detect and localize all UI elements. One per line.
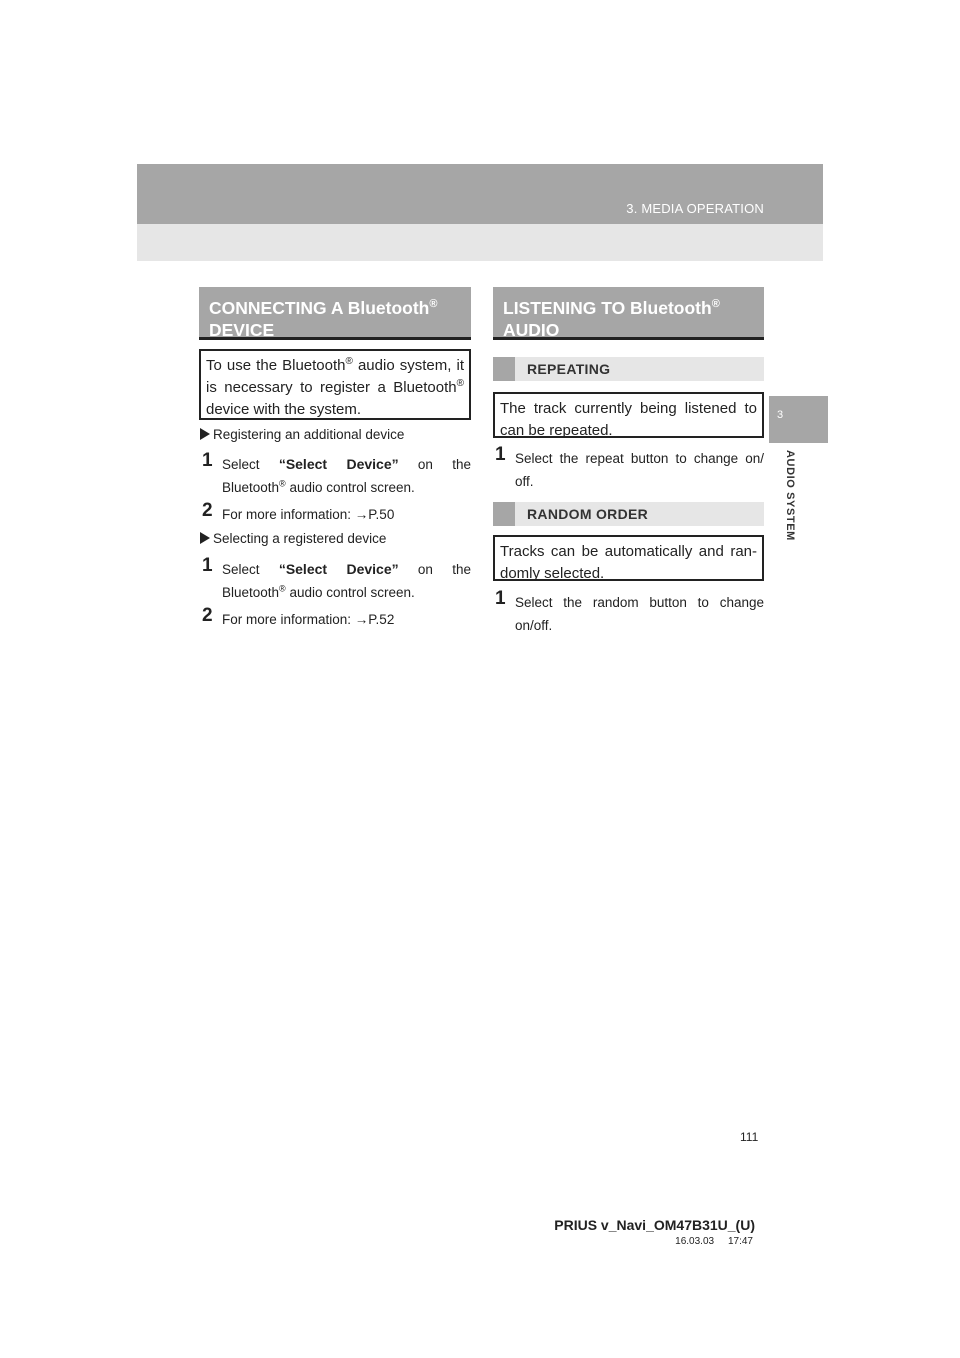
page-number: 111 — [740, 1130, 759, 1144]
section-title-line1: LISTENING TO Bluetooth — [503, 297, 712, 318]
step-2-select: 2 For more information: →P.52 — [202, 605, 395, 627]
bullet-registering: Registering an additional device — [200, 427, 404, 442]
section-title-line2: AUDIO — [503, 319, 560, 340]
step-1-register: 1 Select “Select Device” on the Bluetooth® audio control screen. — [202, 450, 471, 495]
step-2-register: 2 For more information: →P.50 — [202, 500, 395, 522]
chapter-title: 3. MEDIA OPERATION — [626, 201, 764, 216]
registered-mark: ® — [711, 298, 720, 310]
subheader-marker — [493, 502, 515, 526]
select-device-label: “Select Device” — [278, 561, 399, 577]
note-repeating: The track currently being listened to can be repeated. — [493, 392, 764, 438]
section-header-connecting — [199, 287, 471, 340]
step-number: 1 — [202, 450, 213, 471]
note-random-order: Tracks can be automatically and ran- domly selected. — [493, 535, 764, 581]
section-title-line1: CONNECTING A Bluetooth — [209, 297, 430, 318]
step-number: 2 — [202, 605, 213, 626]
step-1-random: 1 Select the random button to change on/off. — [495, 588, 764, 633]
header-subbar — [137, 224, 823, 261]
subheader-marker — [493, 357, 515, 381]
triangle-bullet-icon — [200, 428, 210, 440]
bullet-selecting: Selecting a registered device — [200, 531, 386, 546]
step-number: 2 — [202, 500, 213, 521]
select-device-label: “Select Device” — [278, 456, 399, 472]
document-title: PRIUS v_Navi_OM47B31U_(U) — [554, 1217, 755, 1233]
registered-mark: ® — [429, 298, 438, 310]
step-number: 1 — [495, 588, 506, 609]
chapter-tab-number: 3 — [777, 409, 784, 421]
triangle-bullet-icon — [200, 532, 210, 544]
chapter-tab-label: AUDIO SYSTEM — [784, 450, 796, 541]
section-header-listening — [493, 287, 764, 340]
step-number: 1 — [495, 444, 506, 465]
step-number: 1 — [202, 555, 213, 576]
subheader-random-order: RANDOM ORDER — [493, 502, 764, 526]
step-1-repeat: 1 Select the repeat button to change on/ off. — [495, 444, 764, 489]
step-1-select: 1 Select “Select Device” on the Bluetooth® audio control screen. — [202, 555, 471, 600]
print-timestamp: 16.03.03 17:47 — [675, 1236, 753, 1247]
section-title-line2: DEVICE — [209, 319, 275, 340]
subheader-repeating: REPEATING — [493, 357, 764, 381]
intro-note: To use the Bluetooth® audio system, it is necessary to register a Bluetooth® device with the system. — [199, 349, 471, 420]
